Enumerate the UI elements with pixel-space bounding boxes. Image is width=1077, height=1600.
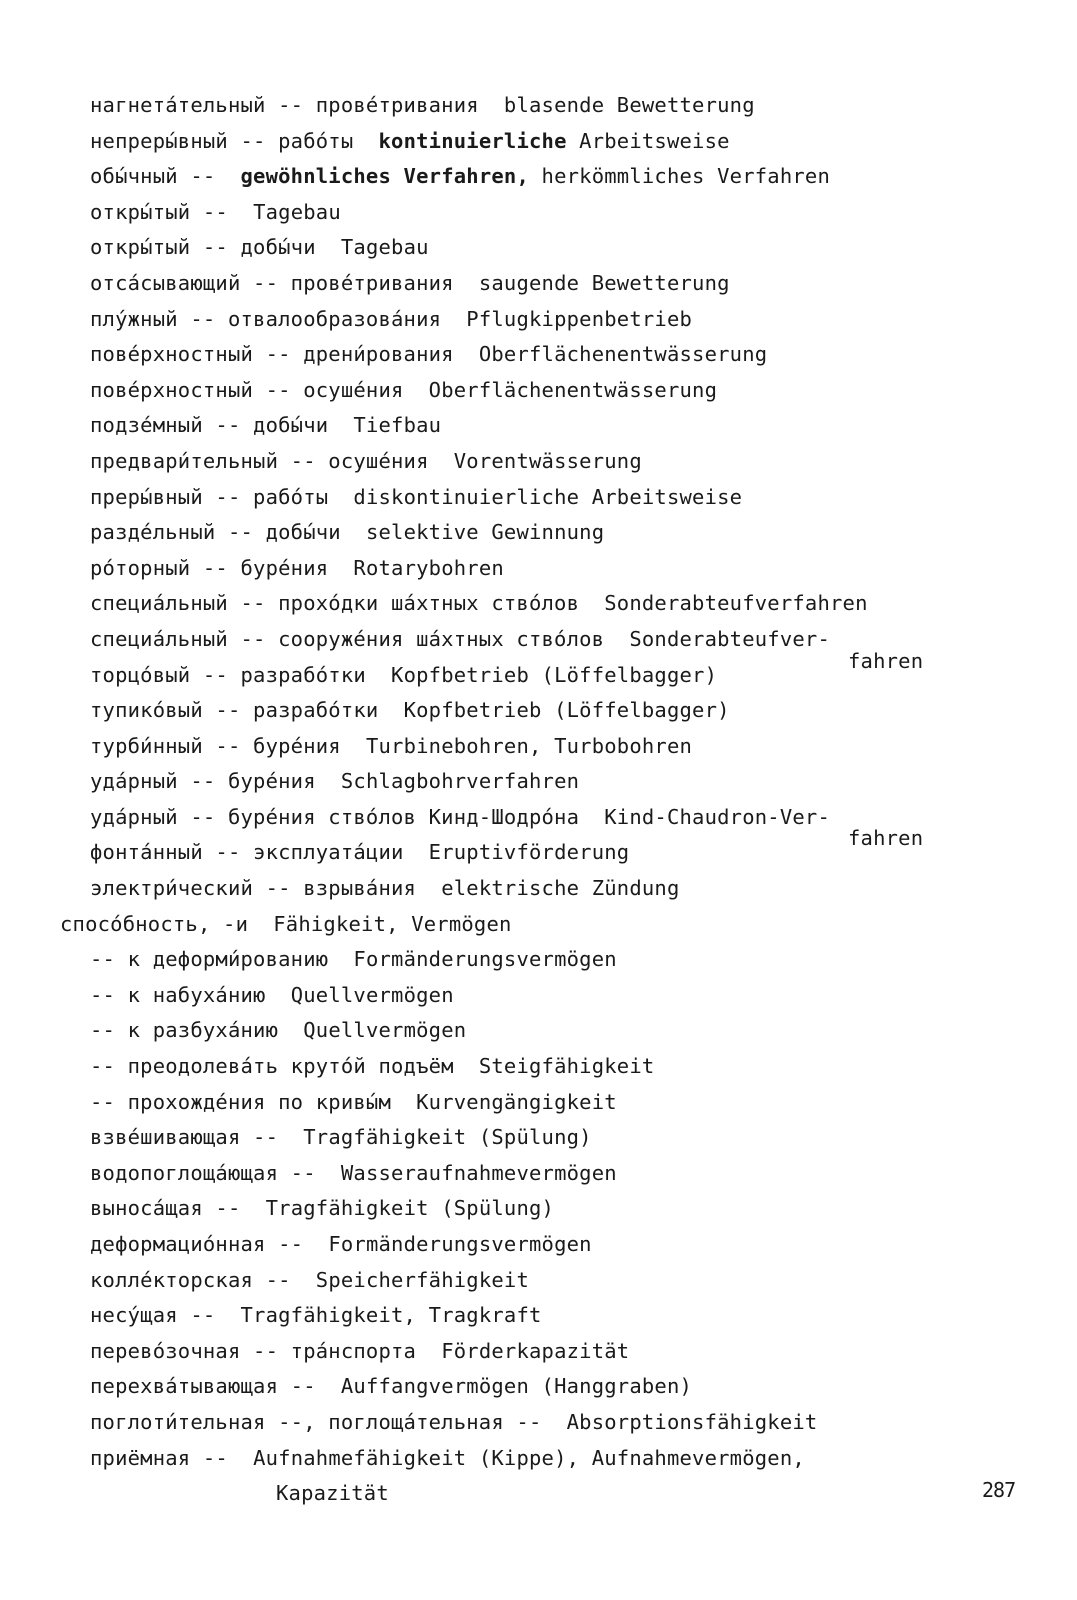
- russian-term: пове́рхностный -- осуше́ния: [90, 377, 404, 402]
- german-term: Tagebau: [340, 235, 429, 260]
- dictionary-line: [0, 302, 1077, 338]
- german-term: Rotarybohren: [353, 555, 504, 580]
- dictionary-line: [0, 1191, 1077, 1227]
- dictionary-line: [0, 444, 1077, 480]
- german-term: Turbinebohren, Turbobohren: [365, 733, 693, 758]
- russian-term: -- к разбуха́нию: [90, 1018, 279, 1043]
- dictionary-line: [0, 515, 1077, 551]
- german-term: Tragfähigkeit, Tragkraft: [240, 1303, 542, 1328]
- dictionary-line: [0, 1263, 1077, 1299]
- russian-term: ро́торный -- буре́ния: [90, 555, 329, 580]
- german-term: Speicherfähigkeit: [315, 1267, 529, 1292]
- russian-term: уда́рный -- буре́ния: [90, 769, 316, 794]
- dictionary-line: [0, 195, 1077, 231]
- german-term: Quellvermögen: [303, 1018, 467, 1043]
- german-term: Eruptivförderung: [428, 840, 630, 865]
- russian-term: колле́кторская --: [90, 1267, 291, 1292]
- russian-term: электри́ческий -- взрыва́ния: [90, 876, 417, 901]
- russian-term: выноса́щая --: [90, 1196, 241, 1221]
- russian-term: турби́нный -- буре́ния: [90, 733, 341, 758]
- german-term: Oberflächenentwässerung: [428, 377, 718, 402]
- dictionary-line: [0, 480, 1077, 516]
- german-term-bold: gewöhnliches Verfahren,: [240, 164, 529, 189]
- dictionary-line: [0, 1334, 1077, 1370]
- dictionary-line: [0, 978, 1077, 1014]
- russian-term: преры́вный -- рабо́ты: [90, 484, 329, 509]
- dictionary-line: [0, 729, 1077, 765]
- german-term: Formänderungsvermögen: [328, 1232, 592, 1256]
- russian-term: подзе́мный -- добы́чи: [90, 413, 329, 438]
- russian-term: откры́тый --: [90, 199, 228, 224]
- dictionary-line: [0, 1441, 1077, 1477]
- german-term: Kopfbetrieb (Löffelbagger): [391, 662, 718, 687]
- dictionary-line: [0, 693, 1077, 729]
- russian-term: перехва́тывающая --: [90, 1374, 316, 1399]
- german-term: blasende Bewetterung: [503, 93, 755, 117]
- dictionary-line: [0, 764, 1077, 800]
- russian-term: уда́рный -- буре́ния ство́лов Кинд-Шодро́на: [90, 804, 580, 829]
- german-term: Auffangvermögen (Hanggraben): [340, 1374, 693, 1399]
- german-term: Tagebau: [253, 199, 341, 224]
- russian-term: приёмная --: [90, 1445, 228, 1470]
- russian-term: отса́сывающий -- прове́тривания: [90, 270, 454, 295]
- dictionary-entries: [0, 88, 1077, 1512]
- russian-term: -- к деформи́рованию: [90, 947, 329, 972]
- russian-term: пове́рхностный -- дрени́рования: [90, 342, 454, 367]
- german-term: Formänderungsvermögen: [353, 947, 617, 972]
- dictionary-line: [0, 1085, 1077, 1121]
- hyphenation-continuation: fahren: [848, 648, 924, 673]
- german-term: Wasseraufnahmevermögen: [340, 1160, 617, 1185]
- dictionary-line: [0, 942, 1077, 978]
- german-term: Kapazität: [276, 1481, 389, 1506]
- russian-term: несу́щая --: [90, 1303, 216, 1328]
- russian-term: водопоглоща́ющая --: [90, 1160, 316, 1185]
- german-term: Förderkapazität: [441, 1338, 630, 1363]
- dictionary-line: [0, 1120, 1077, 1156]
- dictionary-line: [0, 266, 1077, 302]
- page-number: 287: [982, 1478, 1016, 1502]
- dictionary-line: [0, 1049, 1077, 1085]
- german-term: Fähigkeit, Vermögen: [273, 911, 512, 936]
- dictionary-line: [0, 373, 1077, 409]
- german-term: Pflugkippenbetrieb: [466, 306, 693, 331]
- russian-term: специа́льный -- прохо́дки ша́хтных ство́лов: [90, 591, 580, 616]
- dictionary-line: [0, 871, 1077, 907]
- russian-term: обы́чный --: [90, 164, 216, 189]
- german-term: Tiefbau: [353, 413, 442, 438]
- russian-term: непреры́вный -- рабо́ты: [90, 128, 354, 153]
- dictionary-line: [0, 88, 1077, 124]
- german-term: Quellvermögen: [290, 982, 454, 1007]
- german-term: Absorptionsfähigkeit: [566, 1409, 818, 1434]
- russian-term: -- прохожде́ния по кривы́м: [90, 1089, 392, 1114]
- dictionary-line: [0, 1013, 1077, 1049]
- german-term: elektrische Zündung: [441, 876, 680, 901]
- german-term: Schlagbohrverfahren: [340, 769, 580, 794]
- russian-term: -- преодолева́ть круто́й подъём: [90, 1054, 454, 1079]
- dictionary-line: [0, 586, 1077, 622]
- dictionary-line: [0, 1298, 1077, 1334]
- dictionary-line: [0, 124, 1077, 160]
- dictionary-line: [0, 1227, 1077, 1263]
- dictionary-line: [0, 1369, 1077, 1405]
- german-term: Sonderabteufver-: [629, 626, 831, 651]
- dictionary-line: [0, 337, 1077, 373]
- german-term: Tragfähigkeit (Spülung): [303, 1125, 592, 1150]
- russian-term: разде́льный -- добы́чи: [90, 520, 341, 545]
- russian-term: -- к набуха́нию: [90, 982, 266, 1007]
- german-term: Oberflächenentwässerung: [478, 342, 768, 367]
- dictionary-line: [0, 1156, 1077, 1192]
- dictionary-line: [0, 1405, 1077, 1441]
- dictionary-line: [0, 159, 1077, 195]
- dictionary-line: [0, 551, 1077, 587]
- russian-term: взве́шивающая --: [90, 1125, 279, 1150]
- german-term: herkömmliches Verfahren: [541, 164, 830, 189]
- dictionary-line: [0, 826, 1077, 871]
- german-term: Tragfähigkeit (Spülung): [265, 1196, 555, 1221]
- russian-term: поглоти́тельная --, поглоща́тельная --: [90, 1409, 542, 1434]
- russian-term: перево́зочная -- тра́нспорта: [90, 1338, 417, 1363]
- dictionary-line: [0, 648, 1077, 694]
- german-term-bold: kontinuierliche: [378, 128, 567, 153]
- russian-term: откры́тый -- добы́чи: [90, 235, 316, 260]
- german-term: Vorentwässerung: [453, 448, 642, 473]
- russian-term: деформацио́нная --: [90, 1232, 304, 1256]
- german-term: Arbeitsweise: [579, 128, 730, 153]
- german-term: Kurvengängigkeit: [416, 1089, 617, 1114]
- german-term: Sonderabteufverfahren: [604, 591, 868, 616]
- german-term: Kind-Chaudron-Ver-: [604, 804, 830, 829]
- russian-term: предвари́тельный -- осуше́ния: [90, 448, 429, 473]
- hyphenation-continuation: fahren: [848, 826, 924, 851]
- russian-term: плу́жный -- отвалообразова́ния: [90, 306, 442, 331]
- dictionary-line: [0, 907, 1077, 943]
- german-term: saugende Bewetterung: [478, 270, 730, 295]
- dictionary-line: [0, 408, 1077, 444]
- german-term: Aufnahmefähigkeit (Kippe), Aufnahmevermögen,: [253, 1445, 805, 1470]
- german-term: Steigfähigkeit: [478, 1054, 655, 1079]
- german-term: selektive Gewinnung: [365, 520, 605, 545]
- dictionary-line: [0, 230, 1077, 266]
- dictionary-line: [0, 1476, 1077, 1512]
- russian-term: нагнета́тельный -- прове́тривания: [90, 93, 479, 117]
- russian-term: торцо́вый -- разрабо́тки: [90, 662, 366, 687]
- german-term: diskontinuierliche Arbeitsweise: [353, 484, 743, 509]
- russian-term: тупико́вый -- разрабо́тки: [90, 698, 379, 723]
- russian-term: спосо́бность, -и: [60, 911, 249, 936]
- russian-term: фонта́нный -- эксплуата́ции: [90, 840, 404, 865]
- russian-term: специа́льный -- сооруже́ния ша́хтных ство́лов: [90, 626, 605, 651]
- german-term: Kopfbetrieb (Löffelbagger): [403, 698, 730, 723]
